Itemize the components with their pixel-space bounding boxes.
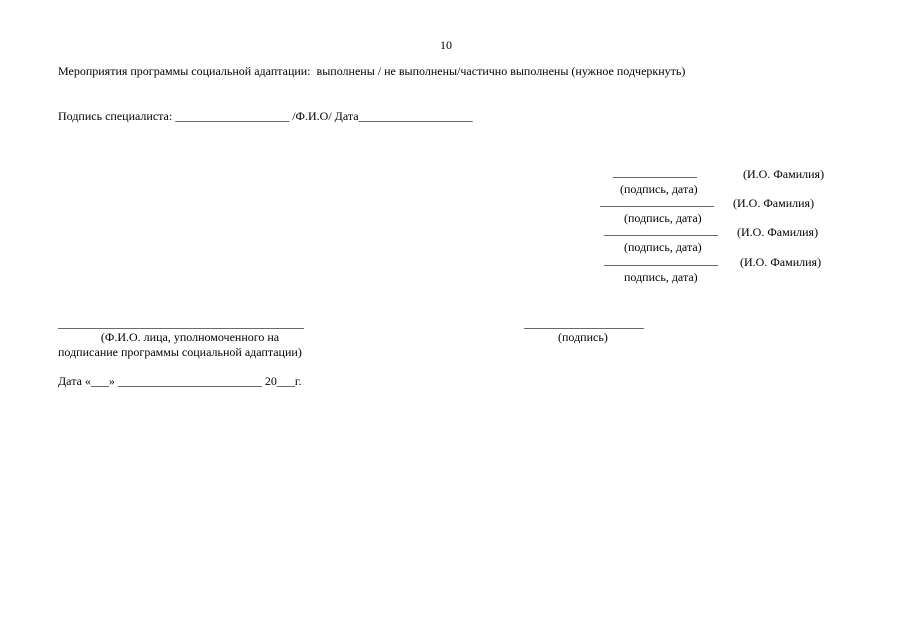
page-number: 10 [440, 38, 452, 52]
signature-underline: ___________________ [600, 194, 714, 208]
authorized-person-caption-2: подписание программы социальной адаптации) [58, 345, 302, 359]
signer-name-placeholder: (И.О. Фамилия) [737, 225, 819, 239]
signer-name-placeholder: (И.О. Фамилия) [743, 167, 825, 181]
signature-underline: ______________ [613, 165, 697, 179]
signature-caption: (подпись, дата) [624, 211, 702, 225]
signature-underline: ____________________ [524, 316, 644, 330]
authorized-person-underline: _________________________________________ [58, 316, 304, 330]
signer-name-placeholder: (И.О. Фамилия) [733, 196, 815, 210]
signature-caption: (подпись, дата) [620, 182, 698, 196]
signature-caption: (подпись, дата) [624, 240, 702, 254]
authorized-person-caption-1: (Ф.И.О. лица, уполномоченного на [100, 330, 280, 344]
signature-caption: подпись, дата) [624, 270, 698, 284]
signer-name-placeholder: (И.О. Фамилия) [740, 255, 822, 269]
signature-caption: (подпись) [558, 330, 608, 344]
signature-underline: ___________________ [604, 223, 718, 237]
signature-underline: ___________________ [604, 253, 718, 267]
date-line: Дата «___» ________________________ 20___г. [58, 374, 302, 388]
program-status-line: Мероприятия программы социальной адаптации: выполнены / не выполнены/частично выполнены (нужное подчеркнуть) [58, 64, 686, 78]
specialist-signature-line: Подпись специалиста: ___________________ /Ф.И.О/ Дата___________________ [58, 109, 473, 123]
